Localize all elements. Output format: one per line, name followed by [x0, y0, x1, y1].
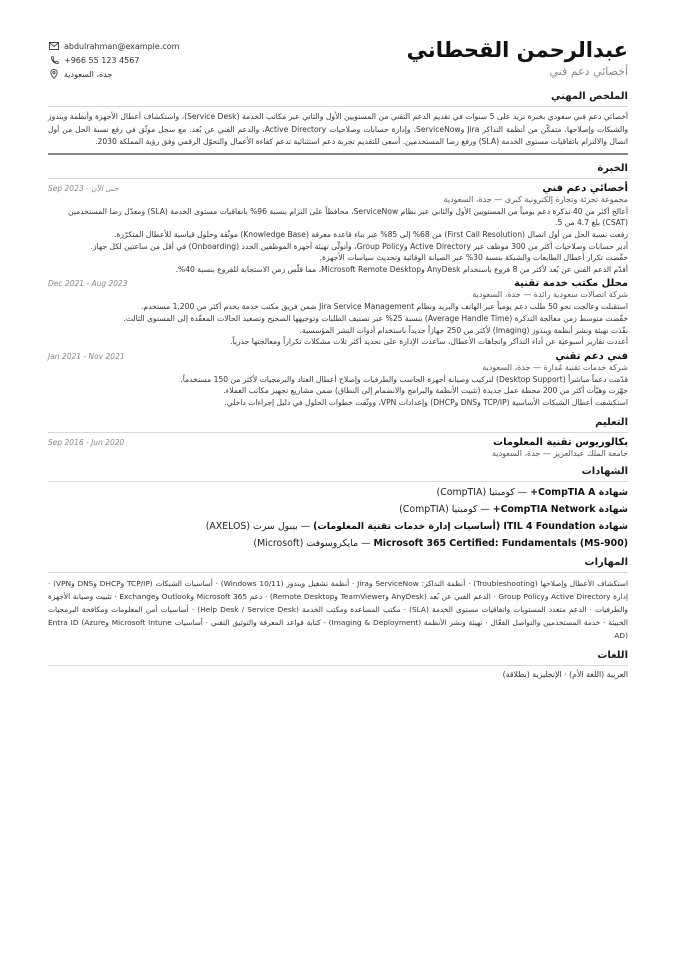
school: جامعة الملك عبدالعزيز — جدة، السعودية [492, 448, 628, 458]
job-header [48, 351, 628, 362]
divider [48, 153, 628, 155]
name-block [407, 38, 628, 78]
certification-item [48, 504, 628, 515]
contact-list [48, 38, 179, 81]
section-title-education: التعليم [595, 416, 628, 428]
job-header [48, 183, 628, 194]
summary-text: أخصائي دعم فني سعودي بخبرة تزيد على 5 سنوات في تقديم الدعم التقني من المستويين الأول والثاني عبر مكاتب الخدمة (Service Desk)، واستكشاف أعطال الأجهزة وأنظمة ويندوز والشبكات وإصلاحها. متمكّن من أنظمة التذاكر Jira وServiceNow، وإدارة حسابات وصلاحيات Active Directory، والدعم الفني عن بُعد. مع سجل موثّق في رفع نسبة الحل من أول اتصال والالتزام باتفاقيات مستوى الخدمة (SLA) ورفع رضا المستخدمين. أسعى للتقديم تجربة دعم استثنائية تدعم كفاءة الأعمال والتحوّل الرقمي وفق رؤية المملكة 2030. [48, 112, 629, 147]
job-bullet: جهّزت وهيّأت أكثر من 200 محطة عمل جديدة (تثبيت الأنظمة والبرامج والانضمام إلى النطاق) ضمن مشاريع تجهيز مكاتب العملاء. [223, 386, 628, 396]
contact-email[interactable] [48, 39, 179, 53]
cert-name: شهادة CompTIA A+ [530, 486, 628, 498]
location-text: جدة، السعودية [64, 69, 113, 79]
person-name: عبدالرحمن القحطاني [406, 38, 628, 62]
divider [48, 665, 628, 666]
cert-name: شهادة ITIL 4 Foundation (أساسيات إدارة خدمات تقنية المعلومات) [313, 520, 628, 532]
cert-name: شهادة CompTIA Network+ [492, 503, 628, 515]
divider [48, 106, 628, 107]
job-bullet: خفّضت متوسط زمن معالجة التذكرة (Average Handle Time) بنسبة 25% عبر تصنيف الطلبات وتوجيهها الصحيح وتصعيد الحالات المعقّدة إلى المستوى الثالث. [123, 313, 628, 323]
job-role: أخصائي دعم فني [542, 182, 628, 194]
job-company: شركة اتصالات سعودية رائدة — جدة، السعودية [472, 290, 628, 300]
education-header [48, 437, 628, 448]
location-pin-icon [48, 69, 60, 79]
phone-text: +966 55 123 4567 [64, 55, 140, 65]
job-title: أخصائي دعم فني [549, 65, 628, 79]
certification-item [48, 487, 628, 498]
cert-name: Microsoft 365 Certified: Fundamentals (MS-900) [373, 537, 628, 549]
cert-issuer: — كومبتيا (CompTIA) [436, 486, 531, 498]
degree: بكالوريوس تقنية المعلومات [493, 436, 628, 448]
job-bullet: قدّمت دعماً مباشراً (Desktop Support) لتركيب وصيانة أجهزة الحاسب والطرفيات وإصلاح أعطال العتاد والبرمجيات لأكثر من 150 مستخدماً. [180, 374, 628, 384]
job-entry [48, 351, 628, 409]
section-title-summary: الملخص المهني [551, 91, 628, 102]
education-date: Sep 2016 - Jun 2020 [48, 437, 125, 447]
contact-location [48, 67, 179, 81]
job-bullet: استقبلت وعالجت نحو 50 طلب دعم يومياً عبر الهاتف والبريد ونظام Jira Service Management ضمن فريق مكتب خدمة يخدم أكثر من 1,200 مستخدم. [141, 302, 628, 312]
skills-text: استكشاف الأعطال وإصلاحها (Troubleshooting) · أنظمة التذاكر: ServiceNow وJira · أنظمة تشغيل ويندوز (Windows 10/11) · أساسيات الشبكات (TCP/IP وDHCP وDNS وVPN) · إدارة Active Directory وGroup Policy · الدعم الفني عن بُعد (AnyDesk وTeamViewer وRemote Desktop) · دعم Microsoft 365 وOutlook وExchange · تثبيت وصيانة الأجهزة والطرفيات · الدعم متعدد المستويات واتفاقيات مستوى الخدمة (SLA) · مكتب المساعدة ومكتب الخدمة (Help Desk / Service Desk) · أساسيات أمن المعلومات ومكافحة البرمجيات الخبيثة · خدمة المستخدمين والتواصل الفعّال · تهيئة ونشر الأنظمة (Imaging & Deployment) · كتابة قواعد المعرفة والتوثيق التقني · أساسيات Microsoft Intune وEntra ID (Azure AD) [48, 578, 629, 640]
divider [48, 178, 628, 179]
email-text: abdulrahman@example.com [64, 41, 180, 51]
job-date: Jan 2021 - Nov 2021 [48, 351, 125, 361]
phone-icon [48, 56, 60, 65]
job-role: فني دعم تقني [555, 350, 628, 362]
job-bullet: أدير حسابات وصلاحيات أكثر من 300 موظف عبر Active Directory وGroup Policy، وأتولّى تهيئة أجهزة الموظفين الجدد (Onboarding) في أقل من ساعتين لكل جهاز. [90, 241, 628, 251]
cert-issuer: — كومبتيا (CompTIA) [399, 503, 493, 515]
job-company: مجموعة تجزئة وتجارة إلكترونية كبرى — جدة، السعودية [443, 194, 628, 204]
languages-text: العربية (اللغة الأم) · الإنجليزية (بطلاقة) [502, 669, 628, 679]
divider [48, 572, 628, 573]
cert-issuer: — مايكروسوفت (Microsoft) [253, 537, 374, 549]
job-bullet: نفّذت تهيئة ونشر أنظمة ويندوز (Imaging) لأكثر من 250 جهازاً جديداً باستخدام أدوات النشر المؤسسية. [299, 325, 628, 335]
resume-header [48, 38, 628, 81]
job-header [48, 278, 628, 289]
section-title-languages: اللغات [597, 649, 628, 661]
divider [48, 432, 628, 433]
job-bullet: أعالج أكثر من 40 تذكرة دعم يومياً من المستويين الأول والثاني عبر نظام ServiceNow، محافظاً على التزام بنسبة 96% باتفاقيات مستوى الخدمة (SLA) ومعدّل رضا المستخدمين (CSAT) بلغ 4.7 من 5. [68, 206, 628, 228]
section-title-experience: الخبرة [597, 162, 628, 174]
job-company: شركة خدمات تقنية مُدارة — جدة، السعودية [482, 362, 628, 372]
section-title-certifications: الشهادات [581, 465, 628, 477]
job-entry [48, 278, 628, 347]
job-bullet: رفعت نسبة الحل من أول اتصال (First Call Resolution) من 68% إلى 85% عبر بناء قاعدة معرفة (Knowledge Base) موثّقة وحلول قياسية للأعطال المتكرّرة. [113, 229, 628, 239]
mail-icon [48, 42, 60, 50]
section-title-skills: المهارات [584, 556, 628, 568]
certification-item [48, 521, 628, 532]
job-bullet: خفّضت تكرار أعطال الطابعات والشبكة بنسبة 30% عبر الصيانة الوقائية وتحديث سياسات الأجهزة. [319, 253, 628, 263]
job-entry [48, 183, 628, 276]
certification-item [48, 538, 628, 549]
education-entry [48, 437, 628, 458]
divider [48, 481, 628, 482]
contact-phone[interactable] [48, 53, 179, 67]
job-role: محلل مكتب خدمة تقنية [514, 278, 628, 290]
job-bullet: استكشفت أعطال الشبكات الأساسية (TCP/IP وDNS وDHCP) وإعدادات VPN، ووثّقت خطوات الحلول في دليل إجراءات داخلي. [224, 397, 628, 407]
job-bullet: أقدّم الدعم الفني عن بُعد لأكثر من 8 فروع باستخدام AnyDesk وMicrosoft Remote Desktop، مما قلّص زمن الاستجابة للفروع بنسبة 40%. [175, 264, 628, 274]
job-bullet: أعددت تقارير أسبوعية عن أداء التذاكر واتجاهات الأعطال، ساعدت الإدارة على تحديد أكثر ثلاث مشكلات تكراراً ومعالجتها جذرياً. [230, 337, 628, 347]
job-date: Dec 2021 - Aug 2023 [48, 279, 128, 289]
cert-issuer: — بيبول سرت (AXELOS) [205, 520, 314, 532]
job-date: Sep 2023 - حتى الآن [48, 183, 119, 193]
